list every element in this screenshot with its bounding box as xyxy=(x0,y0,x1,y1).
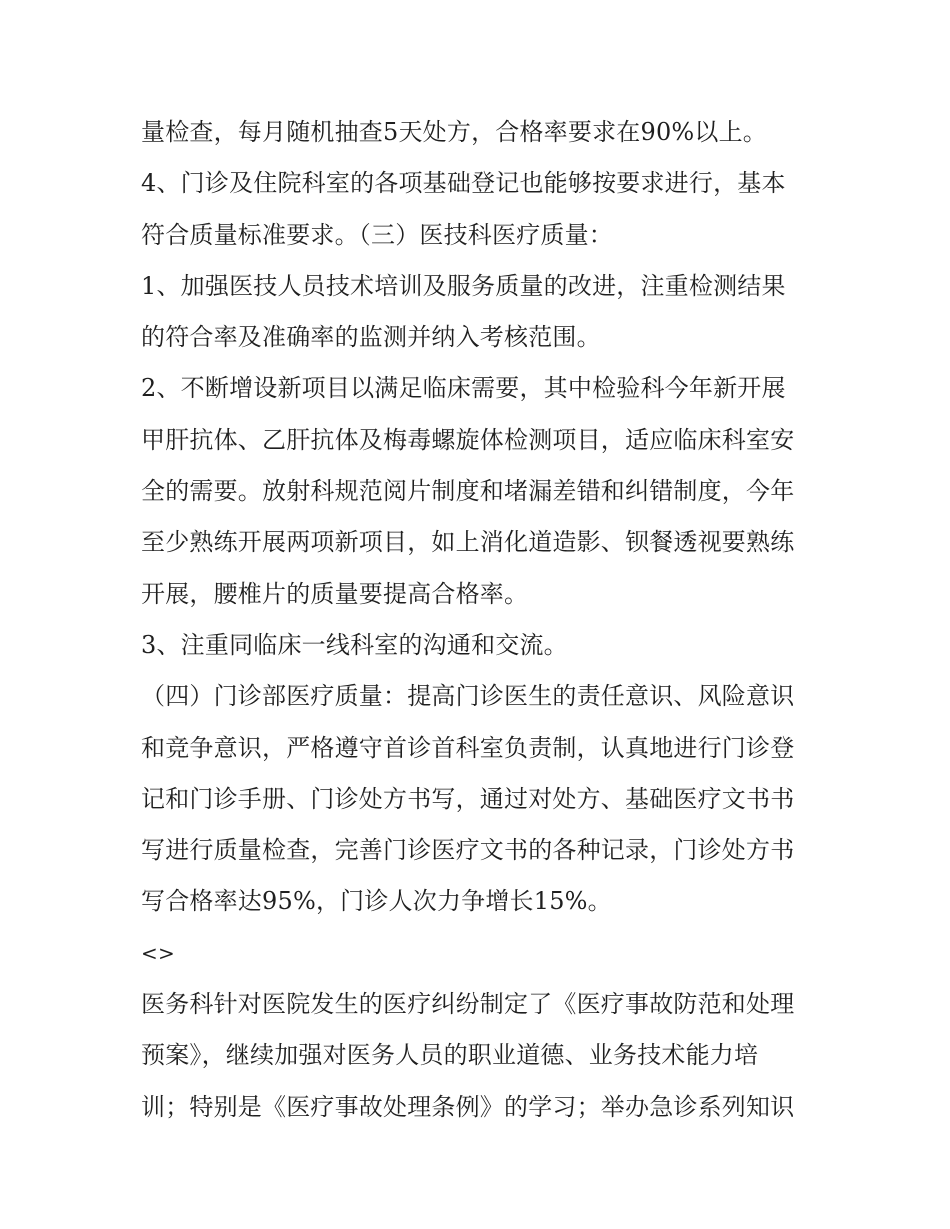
section-marker: <> xyxy=(141,940,175,965)
text-line-13: 和竞争意识，严格遵守首诊首科室负责制，认真地进行门诊登 xyxy=(141,733,795,762)
text-line-4: 1、加强医技人员技术培训及服务质量的改进，注重检测结果 xyxy=(141,271,786,300)
text-line-20: 训；特别是《医疗事故处理条例》的学习；举办急诊系列知识 xyxy=(141,1092,795,1121)
text-line-7: 甲肝抗体、乙肝抗体及梅毒螺旋体检测项目，适应临床科室安 xyxy=(141,425,795,454)
text-line-6: 2、不断增设新项目以满足临床需要，其中检验科今年新开展 xyxy=(141,374,786,403)
text-line-11: 3、注重同临床一线科室的沟通和交流。 xyxy=(141,630,568,659)
text-line-8: 全的需要。放射科规范阅片制度和堵漏差错和纠错制度，今年 xyxy=(141,477,795,506)
text-line-12: （四）门诊部医疗质量：提高门诊医生的责任意识、风险意识 xyxy=(141,682,795,711)
text-line-16: 写合格率达95%，门诊人次力争增长15%。 xyxy=(141,887,612,916)
text-line-18: 医务科针对医院发生的医疗纠纷制定了《医疗事故防范和处理 xyxy=(141,990,795,1019)
text-line-9: 至少熟练开展两项新项目，如上消化道造影、钡餐透视要熟练 xyxy=(141,528,795,557)
text-line-1: 量检查，每月随机抽查5天处方，合格率要求在90%以上。 xyxy=(141,118,768,146)
document-body xyxy=(141,107,821,1133)
text-line-2: 4、门诊及住院科室的各项基础登记也能够按要求进行，基本 xyxy=(141,169,786,198)
text-line-19: 预案》，继续加强对医务人员的职业道德、业务技术能力培 xyxy=(141,1041,759,1070)
text-line-15: 写进行质量检查，完善门诊医疗文书的各种记录，门诊处方书 xyxy=(141,836,795,865)
text-line-5: 的符合率及准确率的监测并纳入考核范围。 xyxy=(141,323,601,352)
text-line-3: 符合质量标准要求。（三）医技科医疗质量： xyxy=(141,220,613,249)
text-line-10: 开展，腰椎片的质量要提高合格率。 xyxy=(141,579,529,608)
text-line-14: 记和门诊手册、门诊处方书写，通过对处方、基础医疗文书书 xyxy=(141,784,795,813)
